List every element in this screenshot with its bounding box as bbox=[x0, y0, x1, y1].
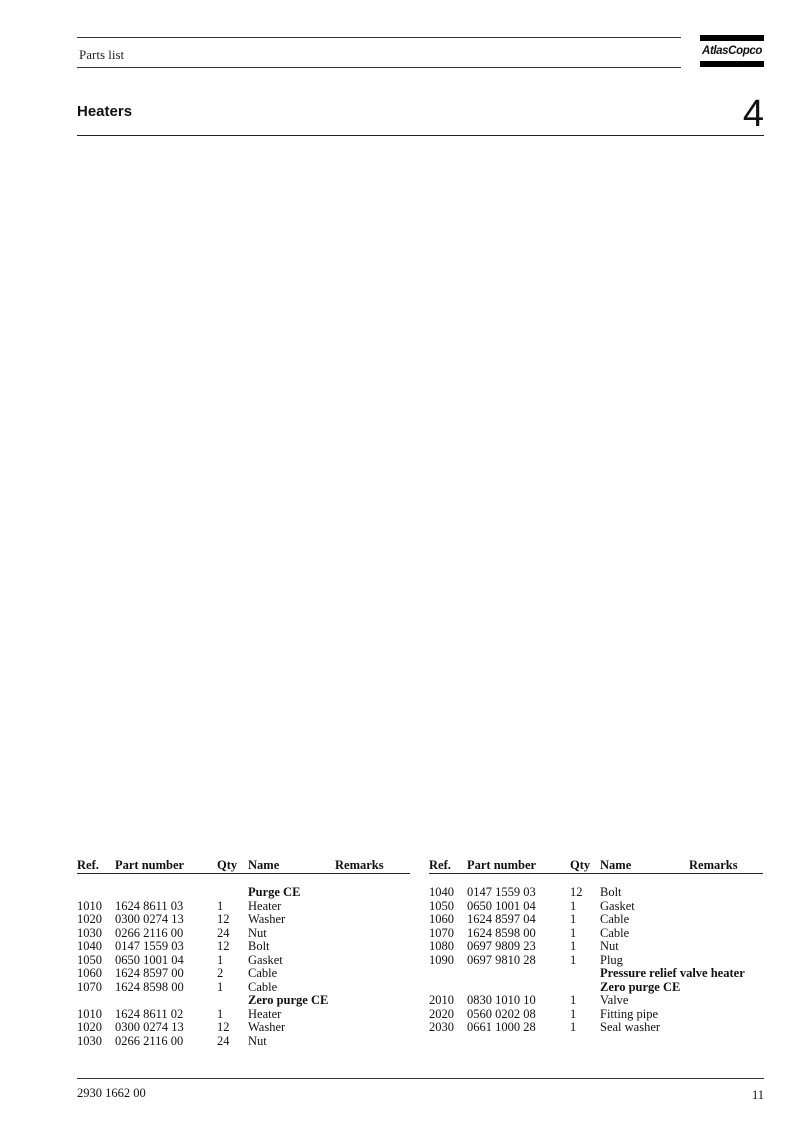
cell-name: Nut bbox=[600, 939, 619, 953]
logo-bottom-bar bbox=[700, 61, 764, 67]
cell-part-number: 1624 8598 00 bbox=[467, 925, 536, 940]
cell-qty: 24 bbox=[217, 1033, 230, 1048]
title-rule bbox=[77, 135, 764, 136]
cell-ref: 1040 bbox=[77, 939, 102, 953]
cell-qty: 1 bbox=[217, 979, 224, 994]
header-qty: Qty bbox=[570, 858, 591, 872]
table-row bbox=[429, 900, 763, 914]
section-number: 4 bbox=[742, 93, 764, 135]
cell-name: Valve bbox=[600, 993, 629, 1007]
table-row bbox=[429, 940, 763, 954]
cell-part-number: 0300 0274 13 bbox=[115, 912, 184, 926]
table-row bbox=[429, 886, 763, 900]
table-row bbox=[77, 981, 410, 995]
cell-qty: 12 bbox=[217, 912, 230, 926]
parts-table-left bbox=[77, 858, 410, 1048]
page-number: 11 bbox=[751, 1088, 764, 1102]
cell-ref: 1050 bbox=[77, 952, 102, 967]
cell-ref: 1010 bbox=[77, 898, 102, 913]
cell-qty: 12 bbox=[570, 885, 583, 899]
cell-ref: 2020 bbox=[429, 1006, 454, 1021]
header-part-number: Part number bbox=[115, 858, 185, 872]
table-group-heading bbox=[77, 886, 410, 900]
table-group-heading bbox=[429, 981, 763, 995]
cell-name: Fitting pipe bbox=[600, 1006, 658, 1021]
atlas-copco-logo bbox=[700, 35, 764, 67]
cell-name: Pressure relief valve heater bbox=[600, 966, 745, 980]
cell-part-number: 0560 0202 08 bbox=[467, 1006, 536, 1021]
table-row bbox=[429, 927, 763, 941]
header-ref: Ref. bbox=[77, 858, 99, 872]
cell-qty: 1 bbox=[217, 898, 224, 913]
header-ref: Ref. bbox=[429, 858, 451, 872]
table-header-rule bbox=[77, 873, 410, 874]
header-remarks: Remarks bbox=[335, 858, 384, 872]
table-row bbox=[77, 1008, 410, 1022]
cell-ref: 1040 bbox=[429, 885, 454, 899]
cell-ref: 2030 bbox=[429, 1020, 454, 1034]
table-header bbox=[429, 858, 763, 873]
cell-qty: 1 bbox=[570, 1020, 577, 1034]
cell-name: Cable bbox=[600, 912, 630, 926]
cell-part-number: 1624 8598 00 bbox=[115, 979, 184, 994]
cell-part-number: 0147 1559 03 bbox=[115, 939, 184, 953]
table-row bbox=[77, 913, 410, 927]
header-remarks: Remarks bbox=[689, 858, 738, 872]
cell-part-number: 0650 1001 04 bbox=[467, 898, 536, 913]
cell-part-number: 0300 0274 13 bbox=[115, 1020, 184, 1034]
cell-name: Heater bbox=[248, 1006, 282, 1021]
document-number: 2930 1662 00 bbox=[77, 1086, 146, 1100]
cell-ref: 1020 bbox=[77, 912, 102, 926]
cell-name: Cable bbox=[248, 966, 278, 980]
cell-part-number: 0661 1000 28 bbox=[467, 1020, 536, 1034]
table-group-heading bbox=[77, 994, 410, 1008]
cell-qty: 1 bbox=[570, 993, 577, 1007]
cell-ref: 1070 bbox=[77, 979, 102, 994]
cell-part-number: 0697 9810 28 bbox=[467, 952, 536, 967]
cell-qty: 2 bbox=[217, 966, 224, 980]
cell-name: Gasket bbox=[600, 898, 635, 913]
table-row bbox=[77, 1021, 410, 1035]
table-row bbox=[77, 1035, 410, 1049]
table-row bbox=[429, 1008, 763, 1022]
table-header-rule bbox=[429, 873, 763, 874]
table-row bbox=[429, 1021, 763, 1035]
header-label: Parts list bbox=[79, 47, 125, 62]
cell-part-number: 0650 1001 04 bbox=[115, 952, 184, 967]
table-row bbox=[77, 900, 410, 914]
cell-qty: 24 bbox=[217, 925, 230, 940]
cell-part-number: 0266 2116 00 bbox=[115, 1033, 184, 1048]
cell-ref: 1050 bbox=[429, 898, 454, 913]
cell-name: Purge CE bbox=[248, 885, 301, 899]
section-title: Heaters bbox=[77, 103, 133, 120]
cell-name: Nut bbox=[248, 925, 267, 940]
parts-table-right bbox=[429, 858, 763, 1035]
cell-name: Zero purge CE bbox=[248, 993, 329, 1007]
footer-rule bbox=[77, 1078, 764, 1079]
header-top-rule bbox=[77, 37, 681, 38]
table-group-heading bbox=[429, 967, 763, 981]
table-row bbox=[429, 954, 763, 968]
cell-part-number: 0266 2116 00 bbox=[115, 925, 184, 940]
header-bottom-rule bbox=[77, 67, 681, 68]
cell-name: Bolt bbox=[248, 939, 270, 953]
cell-name: Gasket bbox=[248, 952, 283, 967]
table-row bbox=[77, 940, 410, 954]
cell-ref: 2010 bbox=[429, 993, 454, 1007]
table-row bbox=[77, 954, 410, 968]
cell-qty: 1 bbox=[570, 939, 577, 953]
cell-ref: 1060 bbox=[429, 912, 454, 926]
table-body bbox=[429, 886, 763, 1035]
cell-part-number: 1624 8597 00 bbox=[115, 966, 184, 980]
cell-qty: 1 bbox=[570, 912, 577, 926]
table-row bbox=[429, 994, 763, 1008]
cell-part-number: 0147 1559 03 bbox=[467, 885, 536, 899]
cell-name: Washer bbox=[248, 912, 286, 926]
table-row bbox=[429, 913, 763, 927]
cell-qty: 1 bbox=[570, 898, 577, 913]
cell-qty: 1 bbox=[570, 925, 577, 940]
cell-name: Washer bbox=[248, 1020, 286, 1034]
cell-qty: 1 bbox=[570, 1006, 577, 1021]
cell-part-number: 1624 8611 02 bbox=[115, 1006, 184, 1021]
table-body bbox=[77, 886, 410, 1048]
cell-ref: 1030 bbox=[77, 925, 102, 940]
cell-ref: 1010 bbox=[77, 1006, 102, 1021]
cell-name: Bolt bbox=[600, 885, 622, 899]
cell-name: Plug bbox=[600, 952, 623, 967]
header-name: Name bbox=[248, 858, 280, 872]
cell-name: Zero purge CE bbox=[600, 979, 681, 994]
logo-text: AtlasCopco bbox=[702, 45, 762, 57]
cell-ref: 1080 bbox=[429, 939, 454, 953]
cell-ref: 1030 bbox=[77, 1033, 102, 1048]
cell-name: Cable bbox=[600, 925, 630, 940]
table-header bbox=[77, 858, 410, 873]
cell-name: Seal washer bbox=[600, 1020, 661, 1034]
cell-name: Cable bbox=[248, 979, 278, 994]
cell-qty: 1 bbox=[217, 952, 224, 967]
cell-ref: 1020 bbox=[77, 1020, 102, 1034]
cell-part-number: 1624 8597 04 bbox=[467, 912, 536, 926]
header-part-number: Part number bbox=[467, 858, 537, 872]
cell-part-number: 0830 1010 10 bbox=[467, 993, 536, 1007]
cell-part-number: 0697 9809 23 bbox=[467, 939, 536, 953]
cell-ref: 1090 bbox=[429, 952, 454, 967]
cell-ref: 1060 bbox=[77, 966, 102, 980]
cell-part-number: 1624 8611 03 bbox=[115, 898, 184, 913]
cell-name: Heater bbox=[248, 898, 282, 913]
header-name: Name bbox=[600, 858, 632, 872]
cell-name: Nut bbox=[248, 1033, 267, 1048]
cell-qty: 12 bbox=[217, 1020, 230, 1034]
cell-qty: 1 bbox=[217, 1006, 224, 1021]
table-row bbox=[77, 927, 410, 941]
logo-top-bar bbox=[700, 35, 764, 41]
cell-qty: 12 bbox=[217, 939, 230, 953]
table-row bbox=[77, 967, 410, 981]
header-qty: Qty bbox=[217, 858, 238, 872]
cell-ref: 1070 bbox=[429, 925, 454, 940]
cell-qty: 1 bbox=[570, 952, 577, 967]
